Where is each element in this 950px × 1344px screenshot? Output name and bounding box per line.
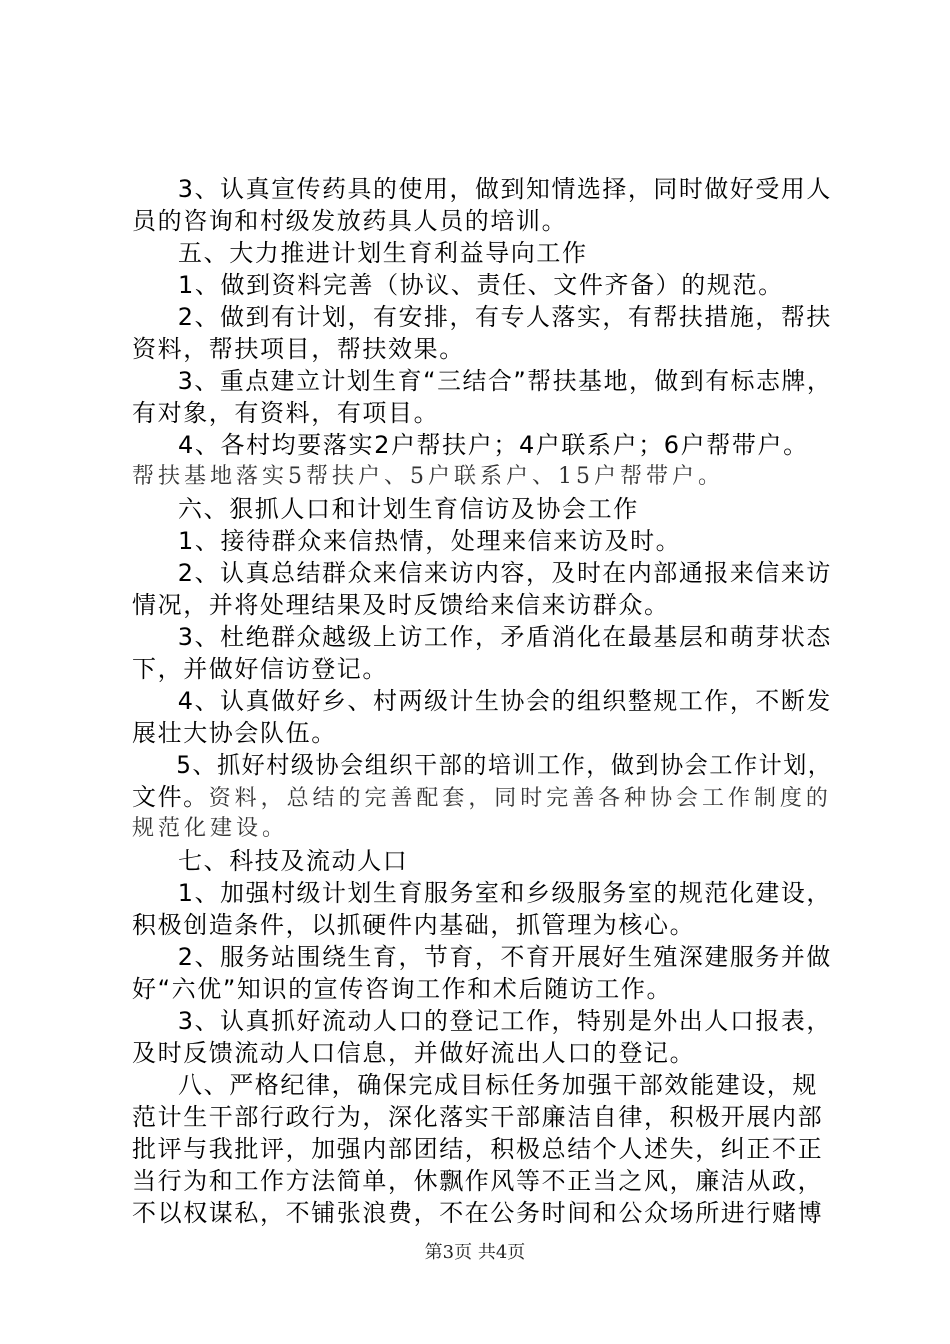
section-heading: 七、科技及流动人口 [178,847,409,875]
paragraph-line: 当行为和工作方法简单，休飘作风等不正当之风，廉洁从政， [132,1167,824,1195]
line-segment-light: 资料，总结的完善配套，同时完善各种协会工作制度的 [208,786,832,811]
section-heading: 八、严格纪律，确保完成目标任务加强干部效能建设，规 [178,1071,818,1099]
section-heading: 五、大力推进计划生育利益导向工作 [178,239,588,267]
paragraph-line: 不以权谋私，不铺张浪费，不在公务时间和公众场所进行赌博 [132,1199,824,1227]
line-segment: 文件。 [132,783,209,811]
paragraph-line: 1、做到资料完善（协议、责任、文件齐备）的规范。 [178,271,784,299]
paragraph-line: 2、做到有计划，有安排，有专人落实，有帮扶措施，帮扶 [177,303,832,331]
paragraph-line [132,781,831,813]
paragraph-line: 资料，帮扶项目，帮扶效果。 [132,335,465,363]
paragraph-line: 4、各村均要落实2户帮扶户；4户联系户；6户帮带户。 [178,431,809,459]
paragraph-line: 3、认真宣传药具的使用，做到知情选择，同时做好受用人 [177,175,832,203]
paragraph-line: 帮扶基地落实5帮扶户、5户联系户、15户帮带户。 [132,464,724,489]
paragraph-line: 积极创造条件，以抓硬件内基础，抓管理为核心。 [132,911,696,939]
paragraph-line: 范计生干部行政行为，深化落实干部廉洁自律，积极开展内部 [132,1103,824,1131]
paragraph-line: 及时反馈流动人口信息，并做好流出人口的登记。 [132,1039,696,1067]
paragraph-line: 2、服务站围绕生育，节育，不育开展好生殖深建服务并做 [177,943,832,971]
section-heading: 六、狠抓人口和计划生育信访及协会工作 [178,495,639,523]
paragraph-line: 有对象，有资料，有项目。 [132,399,440,427]
paragraph-line: 规范化建设。 [132,816,289,841]
paragraph-line: 3、认真抓好流动人口的登记工作，特别是外出人口报表， [177,1007,832,1035]
paragraph-line: 4、认真做好乡、村两级计生协会的组织整规工作，不断发 [177,687,832,715]
document-body [132,173,832,1229]
paragraph-line: 5、抓好村级协会组织干部的培训工作，做到协会工作计划， [176,751,833,779]
paragraph-line: 下，并做好信访登记。 [132,655,388,683]
paragraph-line: 3、杜绝群众越级上访工作，矛盾消化在最基层和萌芽状态 [177,623,832,651]
paragraph-line: 员的咨询和村级发放药具人员的培训。 [132,207,568,235]
paragraph-line: 情况，并将处理结果及时反馈给来信来访群众。 [132,591,670,619]
paragraph-line: 2、认真总结群众来信来访内容，及时在内部通报来信来访 [177,559,832,587]
paragraph-line: 1、接待群众来信热情，处理来信来访及时。 [178,527,682,555]
paragraph-line: 1、加强村级计划生育服务室和乡级服务室的规范化建设， [177,879,832,907]
paragraph-line: 展壮大协会队伍。 [132,719,337,747]
paragraph-line: 批评与我批评，加强内部团结，积极总结个人述失，纠正不正 [132,1135,824,1163]
page-number-footer: 第3页 共4页 [424,1242,526,1263]
paragraph-line: 3、重点建立计划生育“三结合”帮扶基地，做到有标志牌， [177,367,833,395]
paragraph-line: 好“六优”知识的宣传咨询工作和术后随访工作。 [132,975,673,1003]
